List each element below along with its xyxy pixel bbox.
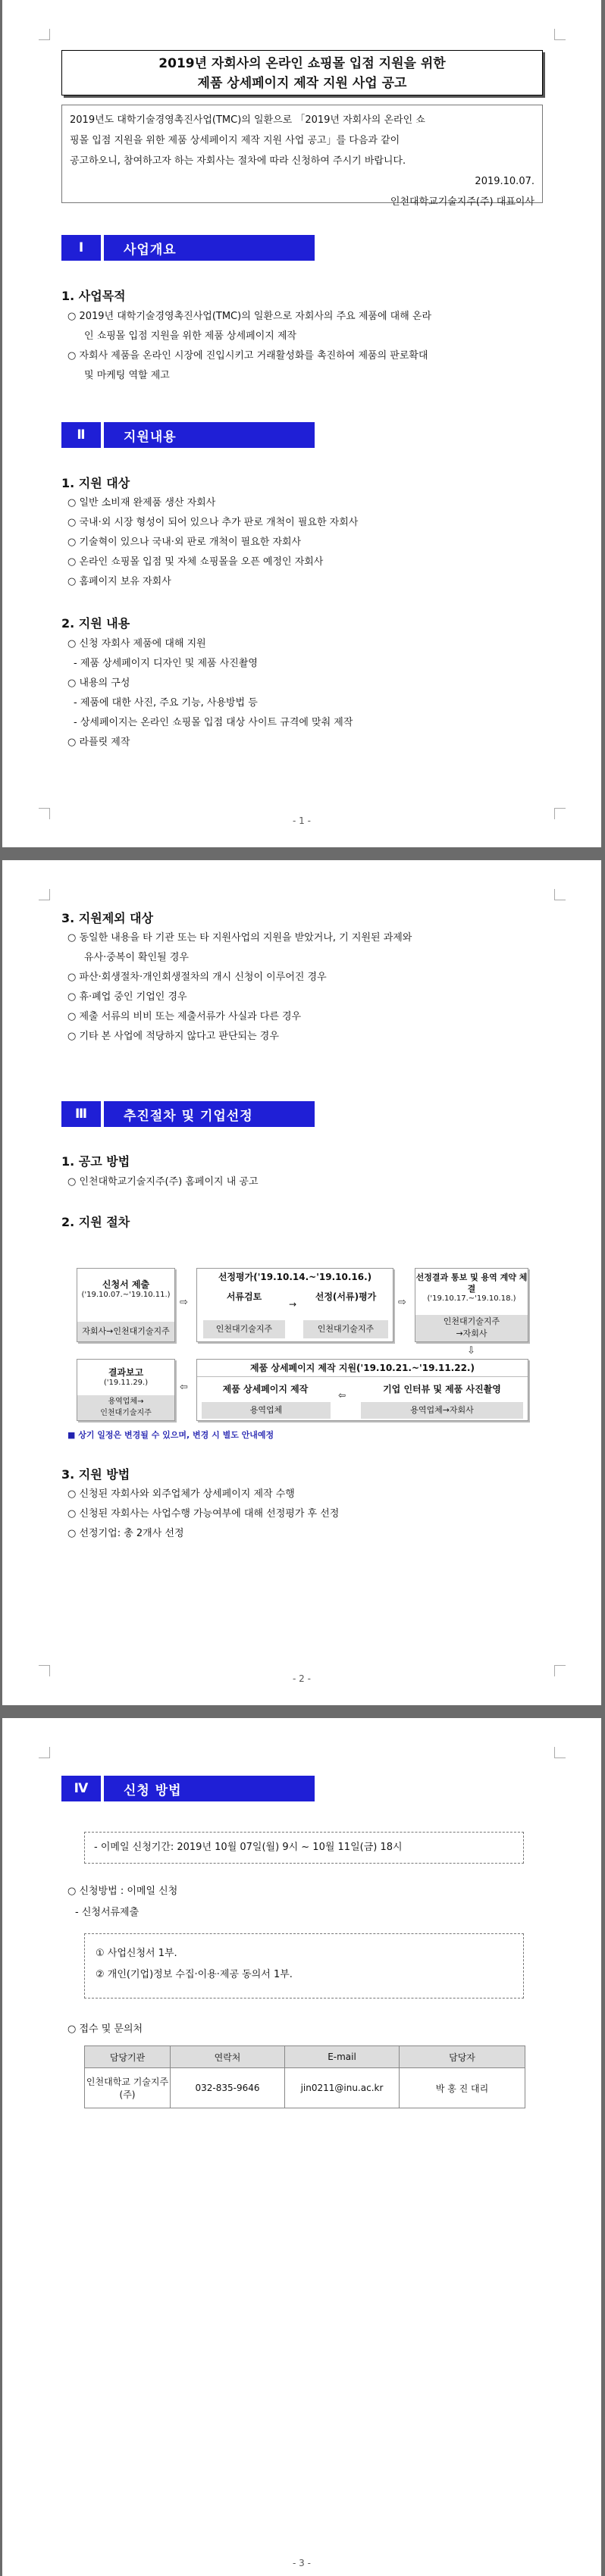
table-cell: 박 홍 진 대리	[400, 2068, 525, 2108]
section-label: 추진절차 및 기업선정	[124, 1108, 253, 1124]
page-3	[2, 1718, 601, 2576]
subheading: 1. 사업목적	[61, 289, 126, 303]
section-header-3	[61, 1101, 315, 1127]
list-item: ○ 2019년 대학기술경영촉진사업(TMC)의 일환으로 자회사의 주요 제품에 대해 온라	[67, 311, 432, 322]
list-item: ○ 선정기업: 총 2개사 선정	[67, 1528, 184, 1539]
document-item: ② 개인(기업)정보 수집·이용·제공 동의서 1부.	[96, 1969, 293, 1980]
document-title	[61, 50, 543, 95]
list-item: ○ 휴·폐업 중인 기업인 경우	[67, 991, 187, 1003]
step-date: ('19.10.17.~'19.10.18.)	[427, 1294, 516, 1303]
step-actor: 인천대기술지주	[303, 1320, 388, 1338]
documents-box	[84, 1933, 524, 1999]
step-actor: 인천대기술지주	[203, 1320, 285, 1338]
step-header: 선정평가('19.10.14.~'19.10.16.)	[218, 1272, 372, 1282]
crop-mark	[554, 1747, 566, 1758]
step-actor	[77, 1395, 174, 1420]
section-label: 신청 방법	[124, 1783, 182, 1798]
list-item: ○ 라플릿 제작	[67, 737, 130, 748]
list-item: ○ 기술혁이 있으나 국내·외 판로 개척이 필요한 자회사	[67, 537, 302, 548]
contact-table	[84, 2045, 525, 2108]
list-item: ○ 접수 및 문의처	[67, 2024, 143, 2035]
list-item: ○ 인천대학교기술지주(주) 홈페이지 내 공고	[67, 1176, 259, 1188]
page-2	[2, 860, 601, 1705]
section-header-4	[61, 1776, 315, 1801]
list-item: 인 쇼핑몰 입점 지원을 위한 제품 상세페이지 제작	[84, 330, 297, 342]
step-report	[77, 1359, 175, 1421]
subheading: 3. 지원제외 대상	[61, 911, 154, 925]
table-cell[interactable]: jin0211@inu.ac.kr	[285, 2068, 400, 2108]
subheading: 1. 지원 대상	[61, 476, 130, 490]
title-line-1: 2019년 자회사의 온라인 쇼핑몰 입점 지원을 위한	[158, 56, 446, 71]
crop-mark	[39, 889, 50, 900]
crop-mark	[39, 29, 50, 40]
section-label: 지원내용	[124, 429, 177, 445]
arrow-left-icon: ⇦	[180, 1382, 188, 1393]
list-item: 유사·중복이 확인될 경우	[84, 952, 189, 963]
page-number: - 2 -	[293, 1673, 311, 1684]
title-line-2: 제품 상세페이지 제작 지원 사업 공고	[197, 76, 407, 91]
list-item: ○ 신청 자회사 제품에 대해 지원	[67, 638, 206, 649]
arrow-right-icon: ⇨	[398, 1297, 406, 1308]
crop-mark	[554, 889, 566, 900]
list-item: ○ 신청방법 : 이메일 신청	[67, 1886, 178, 1897]
list-item: ○ 홈페이지 보유 자회사	[67, 576, 171, 587]
column-header: E-mail	[285, 2046, 400, 2068]
application-period-box	[84, 1832, 524, 1864]
subheading: 2. 지원 내용	[61, 616, 130, 631]
arrow-down-icon: ⇩	[467, 1345, 475, 1357]
target-list	[67, 493, 553, 592]
content-list	[67, 634, 553, 753]
section-number: Ⅳ	[61, 1776, 104, 1801]
column-header: 연락처	[171, 2046, 285, 2068]
section-header-1	[61, 235, 315, 261]
section-number: Ⅲ	[61, 1101, 104, 1127]
arrow-right-icon: →	[289, 1299, 297, 1310]
step-actor	[415, 1315, 528, 1341]
intro-text: 핑몰 입점 지원을 위한 제품 상세페이지 제작 지원 사업 공고」를 다음과 같이	[70, 135, 400, 146]
list-item: ○ 기타 본 사업에 적당하지 않다고 판단되는 경우	[67, 1031, 279, 1042]
schedule-note: ■ 상기 일정은 변경될 수 있으며, 변경 시 별도 안내예정	[67, 1430, 274, 1440]
list-item: ○ 신청된 자회사는 사업수행 가능여부에 대해 선정평가 후 선정	[67, 1508, 340, 1520]
table-row	[85, 2068, 525, 2108]
intro-box	[61, 105, 543, 208]
application-period: - 이메일 신청기간: 2019년 10월 07일(월) 9시 ~ 10월 11일(금) 18시	[94, 1842, 403, 1853]
table-cell: 인천대학교 기술지주(주)	[85, 2068, 171, 2108]
list-item: ○ 동일한 내용을 타 기관 또는 타 지원사업의 지원을 받았거나, 기 지원된 과제와	[67, 932, 412, 944]
list-item: - 상세페이지는 온라인 쇼핑몰 입점 대상 사이트 규격에 맞춰 제작	[74, 717, 353, 728]
list-item: ○ 국내·외 시장 형성이 되어 있으나 추가 판로 개척이 필요한 자회사	[67, 517, 359, 528]
crop-mark	[554, 29, 566, 40]
sub-step	[203, 1290, 285, 1303]
list-item: - 제품에 대한 사진, 주요 기능, 사용방법 등	[74, 697, 258, 709]
arrow-right-icon: ⇨	[180, 1297, 188, 1308]
notice-issuer: 인천대학교기술지주(주) 대표이사	[390, 196, 534, 208]
step-evaluation	[196, 1268, 393, 1342]
section-label: 사업개요	[124, 242, 177, 258]
step-date: ('19.11.29.)	[103, 1379, 149, 1387]
column-header: 담당기관	[85, 2046, 171, 2068]
list-item: ○ 신청된 자회사와 외주업체가 상세페이지 제작 수행	[67, 1488, 295, 1500]
actor-line: →자회사	[456, 1329, 487, 1338]
actor-line: 인천대기술지주	[443, 1316, 500, 1326]
step-title: 결과보고	[108, 1367, 144, 1378]
step-title: 선정(서류)평가	[315, 1291, 377, 1302]
step-actor: 용역업체	[202, 1402, 331, 1419]
section-number: Ⅱ	[61, 422, 104, 448]
subheading: 2. 지원 절차	[61, 1215, 130, 1229]
step-result-notice	[415, 1268, 528, 1342]
step-actor: 자회사→인천대기술지주	[77, 1322, 174, 1341]
process-flowchart	[63, 1260, 547, 1427]
page-number: - 3 -	[293, 2558, 311, 2568]
column-header: 담당자	[400, 2046, 525, 2068]
step-title: 신청서 제출	[102, 1279, 150, 1290]
page-1	[2, 0, 601, 847]
notice-date: 2019.10.07.	[475, 176, 534, 187]
table-header-row	[85, 2046, 525, 2068]
actor-line: 인천대기술지주	[100, 1409, 152, 1417]
list-item: - 신청서류제출	[75, 1907, 139, 1918]
list-item: ○ 자회사 제품을 온라인 시장에 진입시키고 거래활성화를 촉진하여 제품의 판로확대	[67, 350, 428, 362]
step-title: 서류검토	[226, 1291, 262, 1302]
intro-text: 2019년도 대학기술경영촉진사업(TMC)의 일환으로 「2019년 자회사의 온라인 쇼	[70, 114, 425, 126]
subheading: 1. 공고 방법	[61, 1154, 130, 1169]
document-item: ① 사업신청서 1부.	[96, 1948, 177, 1959]
method-list	[67, 1485, 553, 1544]
list-item: 및 마케팅 역할 제고	[84, 370, 170, 381]
step-actor: 용역업체→자회사	[361, 1402, 523, 1419]
exclusion-list	[67, 928, 553, 1047]
list-item: ○ 온라인 쇼핑몰 입점 및 자체 쇼핑몰을 오픈 예정인 자회사	[67, 556, 324, 568]
subheading: 3. 지원 방법	[61, 1467, 130, 1482]
table-cell: 032-835-9646	[171, 2068, 285, 2108]
step-header: 제품 상세페이지 제작 지원('19.10.21.~'19.11.22.)	[197, 1360, 528, 1377]
list-item: ○ 일반 소비재 완제품 생산 자회사	[67, 497, 216, 509]
step-title: 제품 상세페이지 제작	[222, 1384, 309, 1394]
purpose-list	[67, 307, 553, 386]
section-header-2	[61, 422, 315, 448]
step-title: 선정결과 통보 및 용역 계약 체결	[415, 1272, 528, 1294]
step-date: ('19.10.07.~'19.10.11.)	[81, 1291, 171, 1299]
list-item: ○ 파산·회생절차·개인회생절차의 개시 신청이 이루어진 경우	[67, 972, 327, 983]
page-number: - 1 -	[293, 815, 311, 826]
step-production	[196, 1359, 528, 1421]
list-item: ○ 제출 서류의 비비 또는 제출서류가 사실과 다른 경우	[67, 1011, 302, 1022]
step-title: 기업 인터뷰 및 제품 사진촬영	[383, 1384, 501, 1394]
section-number: Ⅰ	[61, 235, 104, 261]
intro-text: 공고하오니, 참여하고자 하는 자회사는 절차에 따라 신청하여 주시기 바랍니다.	[70, 155, 406, 167]
arrow-left-icon: ⇦	[338, 1390, 346, 1401]
step-apply	[77, 1268, 175, 1342]
list-item: - 제품 상세페이지 디자인 및 제품 사진촬영	[74, 658, 258, 669]
crop-mark	[39, 1747, 50, 1758]
actor-line: 용역업체→	[108, 1398, 144, 1406]
list-item: ○ 내용의 구성	[67, 678, 130, 689]
